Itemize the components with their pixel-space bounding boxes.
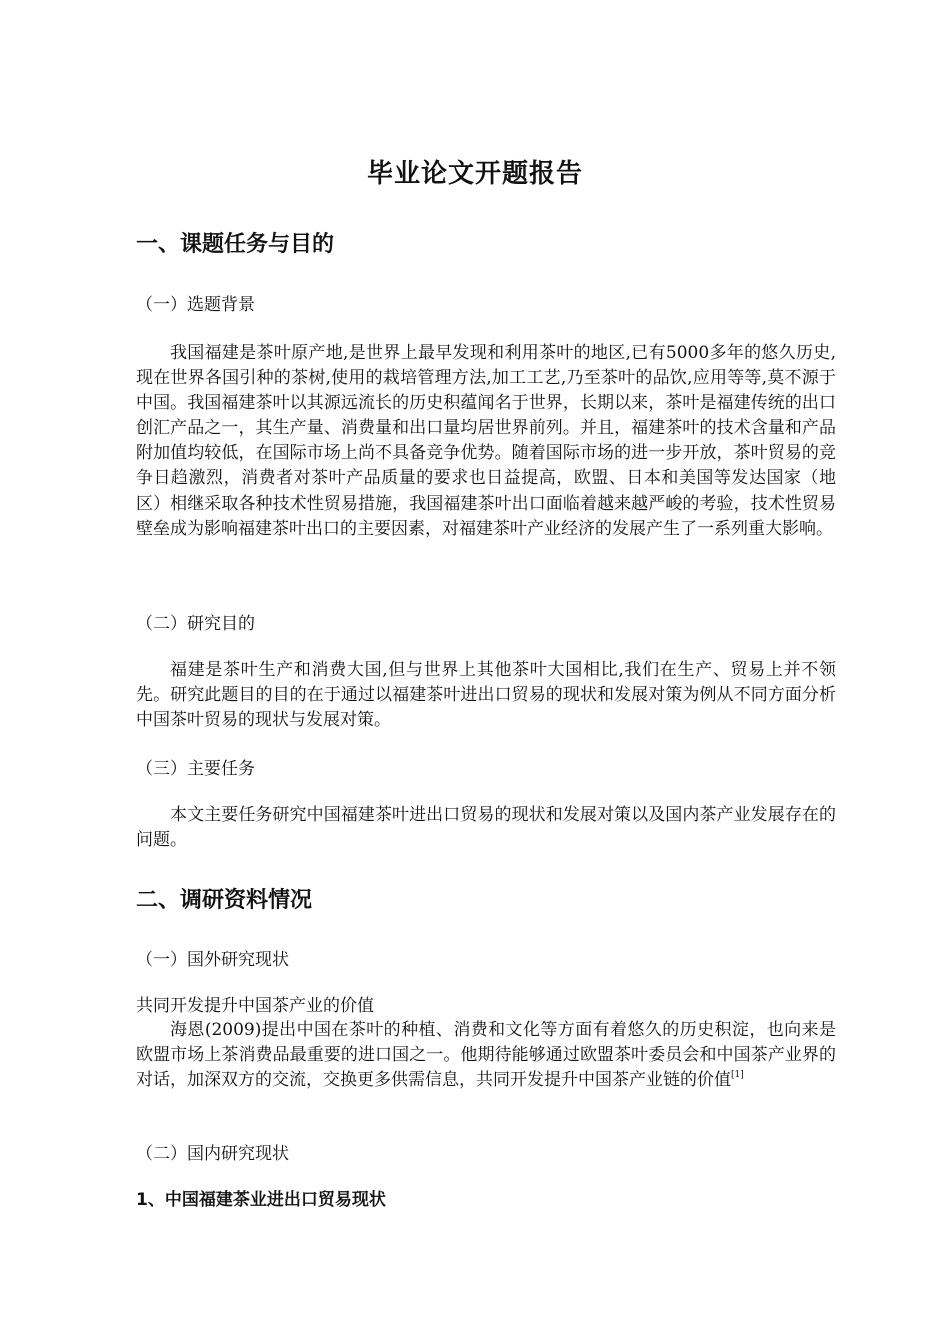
paragraph-purpose: 福建是茶叶生产和消费大国,但与世界上其他茶叶大国相比,我们在生产、贸易上并不领先。研究此题目的目的在于通过以福建茶叶进出口贸易的现状和发展对策为例从不同方面分析中国茶叶贸易的现状与发展对策。: [136, 660, 836, 731]
subsection-heading-purpose: （二）研究目的: [136, 614, 255, 634]
paragraph-foreign: [136, 1018, 836, 1093]
subsection-heading-background: （一）选题背景: [136, 295, 255, 315]
section-heading-2: 二、调研资料情况: [136, 888, 313, 913]
topic-line: 共同开发提升中国茶产业的价值: [136, 996, 374, 1016]
paragraph-background: 我国福建是茶叶原产地,是世界上最早发现和利用茶叶的地区,已有5000多年的悠久历史,现在世界各国引种的茶树,使用的栽培管理方法,加工工艺,乃至茶叶的品饮,应用等等,莫不源于中国。我国福建茶叶以其源远流长的历史积蕴闻名于世界，长期以来，茶叶是福建传统的出口创汇产品之一，其生产量、消费量和出口量均居世界前列。并且，福建茶叶的技术含量和产品附加值均较低，在国际市场上尚不具备竞争优势。随着国际市场的进一步开放，茶叶贸易的竞争日趋激烈，消费者对茶叶产品质量的要求也日益提高，欧盟、日本和美国等发达国家（地区）相继采取各种技术性贸易措施，我国福建茶叶出口面临着越来越严峻的考验，技术性贸易壁垒成为影响福建茶叶出口的主要因素，对福建茶叶产业经济的发展产生了一系列重大影响。: [136, 343, 836, 539]
section-heading-1: 一、课题任务与目的: [136, 232, 335, 257]
subsection-heading-foreign: （一）国外研究现状: [136, 950, 289, 970]
paragraph-foreign-text: 海恩(2009)提出中国在茶叶的种植、消费和文化等方面有着悠久的历史积淀，也向来是欧盟市场上茶消费品最重要的进口国之一。他期待能够通过欧盟茶叶委员会和中国茶产业界的对话，加深双方的交流，交换更多供需信息，共同开发提升中国茶产业链的价值: [136, 1020, 836, 1091]
subsection-heading-domestic: （二）国内研究现状: [136, 1144, 289, 1164]
reference-marker: [1]: [731, 1070, 744, 1081]
subsection-heading-tasks: （三）主要任务: [136, 759, 255, 779]
paragraph-tasks: 本文主要任务研究中国福建茶叶进出口贸易的现状和发展对策以及国内茶产业发展存在的问题。: [136, 805, 836, 851]
page-title: 毕业论文开题报告: [366, 159, 583, 189]
item-heading-1: 1、中国福建茶业进出口贸易现状: [136, 1190, 386, 1210]
